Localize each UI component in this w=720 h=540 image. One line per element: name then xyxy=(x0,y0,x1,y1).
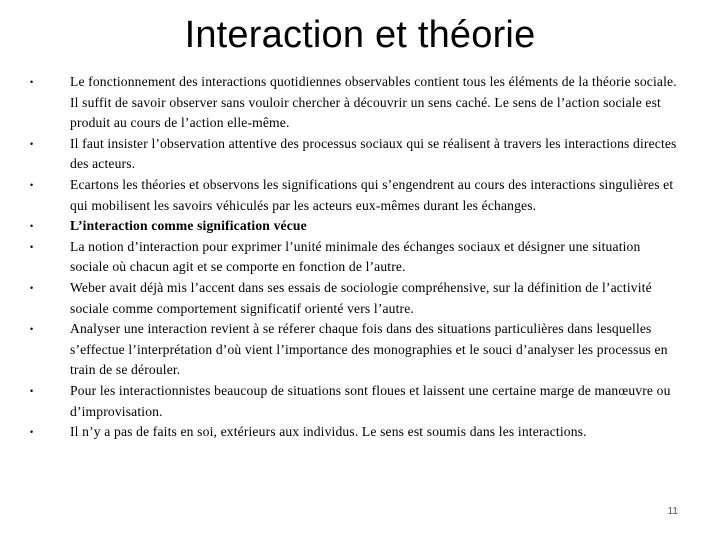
bullet-text: Le fonctionnement des interactions quotidiennes observables contient tous les éléments de la théorie sociale. Il suffit de savoir observer sans vouloir chercher à découvrir un sens caché. Le sens de l’action sociale est produit au cours de l’action elle-même. xyxy=(70,74,677,131)
bullet-item xyxy=(30,319,682,381)
bullet-icon: • xyxy=(30,241,34,252)
bullet-item xyxy=(30,278,682,319)
bullet-icon: • xyxy=(30,385,34,396)
slide-title: Interaction et théorie xyxy=(184,14,536,56)
bullet-icon: • xyxy=(30,138,34,149)
bullet-icon: • xyxy=(30,282,34,293)
bullet-item xyxy=(30,422,682,443)
bullet-icon: • xyxy=(30,179,34,190)
bullet-icon: • xyxy=(30,221,34,232)
bullet-item xyxy=(30,134,682,175)
bullet-icon: • xyxy=(30,77,34,87)
bullet-item xyxy=(30,72,682,134)
bullet-item xyxy=(30,237,682,278)
bullet-text: Il n’y a pas de faits en soi, extérieurs aux individus. Le sens est soumis dans les interactions. xyxy=(70,424,587,440)
bullet-icon: • xyxy=(30,427,34,438)
page-number: 11 xyxy=(667,506,678,517)
bullet-item xyxy=(30,175,682,216)
bullet-heading-text: L’interaction comme signification vécue xyxy=(70,218,307,234)
bullet-item xyxy=(30,381,682,422)
bullet-item xyxy=(30,216,682,237)
bullet-text: Pour les interactionnistes beaucoup de situations sont floues et laissent une certaine marge de manœuvre ou d’improvisation. xyxy=(70,382,671,419)
bullet-text: Il faut insister l’observation attentive des processus sociaux qui se réalisent à travers les interactions directes des acteurs. xyxy=(70,135,677,172)
bullet-icon: • xyxy=(30,324,34,335)
bullet-list xyxy=(30,72,682,443)
bullet-text: La notion d’interaction pour exprimer l’unité minimale des échanges sociaux et désigner une situation sociale où chacun agit et se comporte en fonction de l’autre. xyxy=(70,238,641,275)
bullet-text: Ecartons les théories et observons les significations qui s’engendrent au cours des interactions singulières et qui mobilisent les savoirs véhiculés par les acteurs eux-mêmes durant les échanges. xyxy=(70,176,674,213)
bullet-text: Weber avait déjà mis l’accent dans ses essais de sociologie compréhensive, sur la définition de l’activité sociale comme comportement significatif orienté vers l’autre. xyxy=(70,279,652,316)
bullet-text: Analyser une interaction revient à se réferer chaque fois dans des situations particulières dans lesquelles s’effectue l’interprétation d’où vient l’importance des monographies et le souci d’analyser les processus en train de se dérouler. xyxy=(70,321,668,378)
